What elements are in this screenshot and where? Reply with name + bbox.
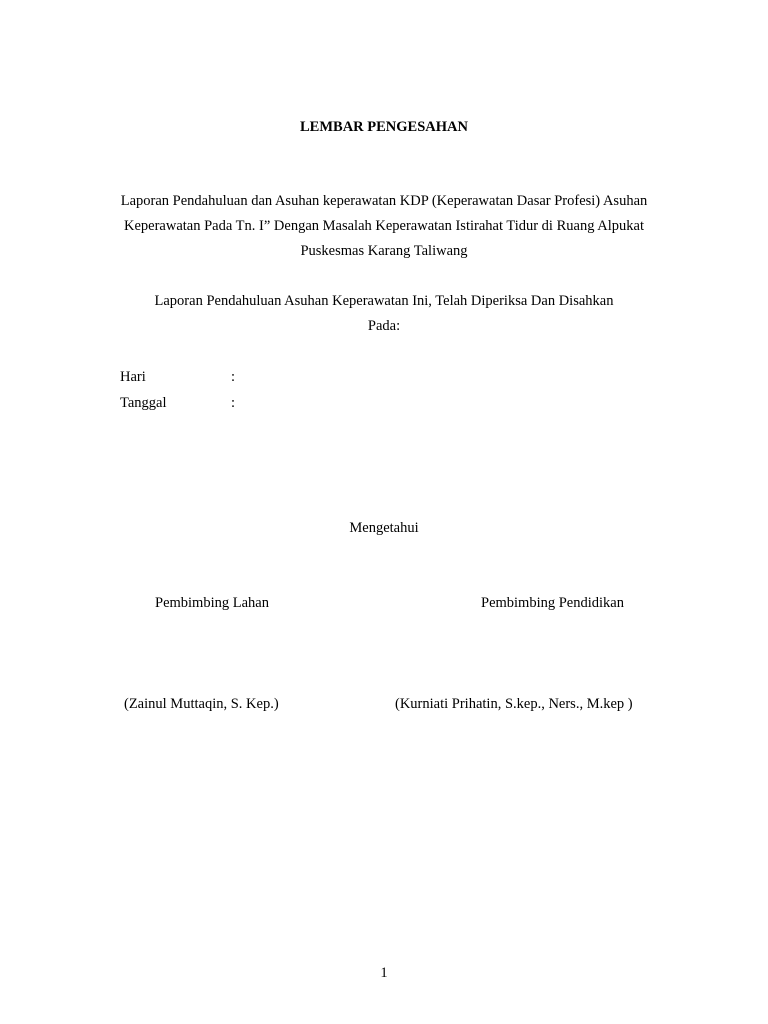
field-separator-tanggal: :: [231, 395, 236, 411]
right-signer-role: Pembimbing Pendidikan: [481, 595, 624, 611]
description-line-1: Laporan Pendahuluan dan Asuhan keperawatan KDP (Keperawatan Dasar Profesi) Asuhan: [120, 193, 648, 209]
left-signer-name: (Zainul Muttaqin, S. Kep.): [124, 696, 279, 712]
document-title: LEMBAR PENGESAHAN: [300, 119, 468, 135]
left-signer-role: Pembimbing Lahan: [155, 595, 269, 611]
field-label-hari: Hari: [120, 369, 146, 385]
field-separator-hari: :: [231, 369, 236, 385]
acknowledged-label: Mengetahui: [349, 520, 419, 536]
description-line-2: Keperawatan Pada Tn. I” Dengan Masalah Keperawatan Istirahat Tidur di Ruang Alpukat: [124, 218, 644, 234]
approval-line-2: Pada:: [367, 318, 401, 334]
description-line-3: Puskesmas Karang Taliwang: [300, 243, 468, 259]
right-signer-name: (Kurniati Prihatin, S.kep., Ners., M.kep ): [395, 696, 633, 712]
page-number: 1: [380, 965, 388, 981]
approval-line-1: Laporan Pendahuluan Asuhan Keperawatan Ini, Telah Diperiksa Dan Disahkan: [154, 293, 614, 309]
field-label-tanggal: Tanggal: [120, 395, 167, 411]
